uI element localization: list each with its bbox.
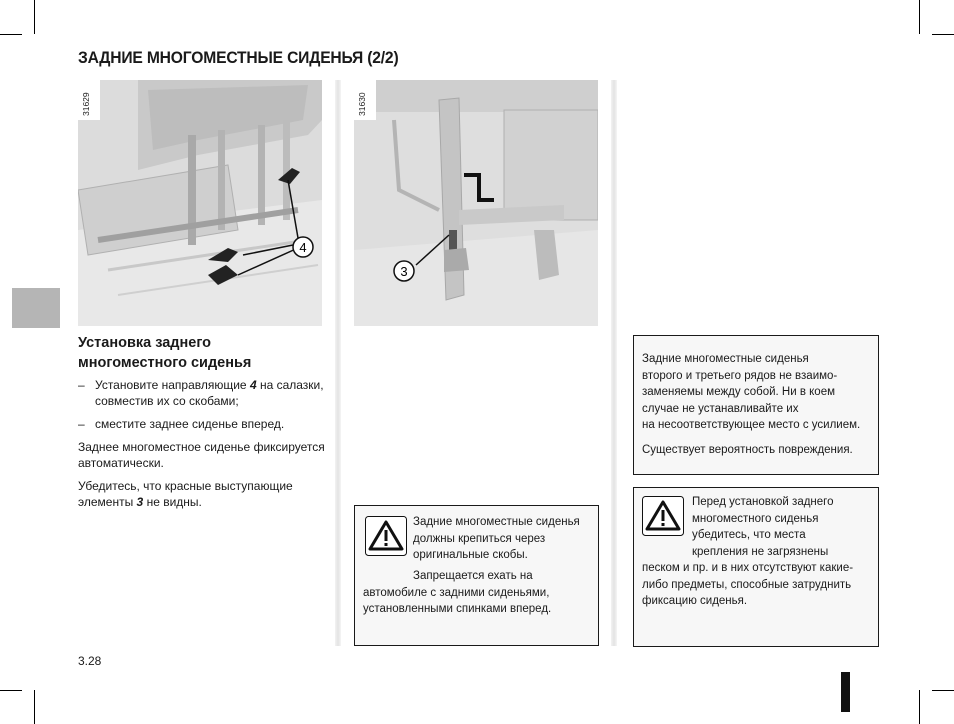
figure-id: 31630 — [357, 92, 367, 116]
note-line: Существует вероятность повреждения. — [642, 443, 853, 456]
note-line: Задние многоместные сиденья — [642, 353, 809, 365]
section-title-line: Установка заднего — [78, 335, 212, 351]
chapter-tab — [12, 288, 60, 328]
warning-line: многоместного сиденья — [692, 512, 819, 525]
seat-rails-illustration — [78, 80, 322, 326]
note-box — [633, 335, 879, 475]
paragraph: Убедитесь, что красные выступающие элементы 3 не видны. — [78, 479, 293, 509]
callout-4: 4 — [299, 240, 307, 255]
warning-text: Задние многоместные сиденья должны крепиться через оригинальные скобы. — [413, 516, 580, 561]
warning-line: песком и пр. и в них отсутствуют какие- — [642, 562, 854, 574]
crop-mark — [34, 690, 35, 724]
section-title-line: многоместного сиденья — [78, 355, 252, 371]
figure-id-box — [78, 80, 100, 120]
section-title — [78, 333, 338, 373]
ref-number: 3 — [136, 495, 144, 509]
page-number: 3.28 — [78, 654, 102, 668]
crop-mark — [919, 690, 920, 724]
warning-line: Перед установкой заднего — [692, 496, 834, 508]
paragraph: Заднее многоместное сиденье фиксируется автоматически. — [78, 440, 325, 470]
column-divider — [611, 80, 617, 646]
thumb-index-mark — [841, 672, 850, 712]
callout-3: 3 — [400, 264, 408, 279]
ref-number: 4 — [249, 378, 257, 392]
crop-mark — [932, 34, 954, 35]
figure-red-markers — [354, 80, 598, 326]
warning-line: либо предметы, способные затруднить — [642, 578, 852, 591]
warning-triangle-icon — [642, 496, 684, 536]
crop-mark — [919, 0, 920, 34]
note-line: случае не устанавливайте их — [642, 402, 799, 415]
note-line: второго и третьего рядов не взаимо- — [642, 369, 838, 382]
page-title: ЗАДНИЕ МНОГОМЕСТНЫЕ СИДЕНЬЯ (2/2) — [78, 48, 399, 67]
warning-line: убедитесь, что места — [692, 529, 806, 541]
warning-text: Запрещается ехать на автомобиле с задними сиденьями, установленными спинками вперед. — [363, 570, 552, 615]
instructions — [78, 377, 340, 517]
warning-triangle-icon — [365, 516, 407, 556]
crop-mark — [932, 690, 954, 691]
warning-box-center — [354, 505, 599, 646]
crop-mark — [0, 690, 22, 691]
step-item: – Установите направляющие 4 на салазки, совместив их со скобами; — [78, 378, 324, 408]
figure-seat-rails — [78, 80, 322, 326]
red-markers-illustration — [354, 80, 598, 326]
crop-mark — [0, 34, 22, 35]
note-line: на несоответствующее место с усилием. — [642, 419, 861, 431]
warning-box-right — [633, 487, 879, 647]
warning-line: фиксацию сиденья. — [642, 595, 748, 607]
crop-mark — [34, 0, 35, 34]
warning-line: крепления не загрязнены — [692, 545, 829, 558]
step-item: – сместите заднее сиденье вперед. — [78, 417, 285, 431]
note-line: заменяемы между собой. Ни в коем — [642, 386, 835, 398]
figure-id: 31629 — [81, 92, 91, 116]
figure-id-box — [354, 80, 376, 120]
